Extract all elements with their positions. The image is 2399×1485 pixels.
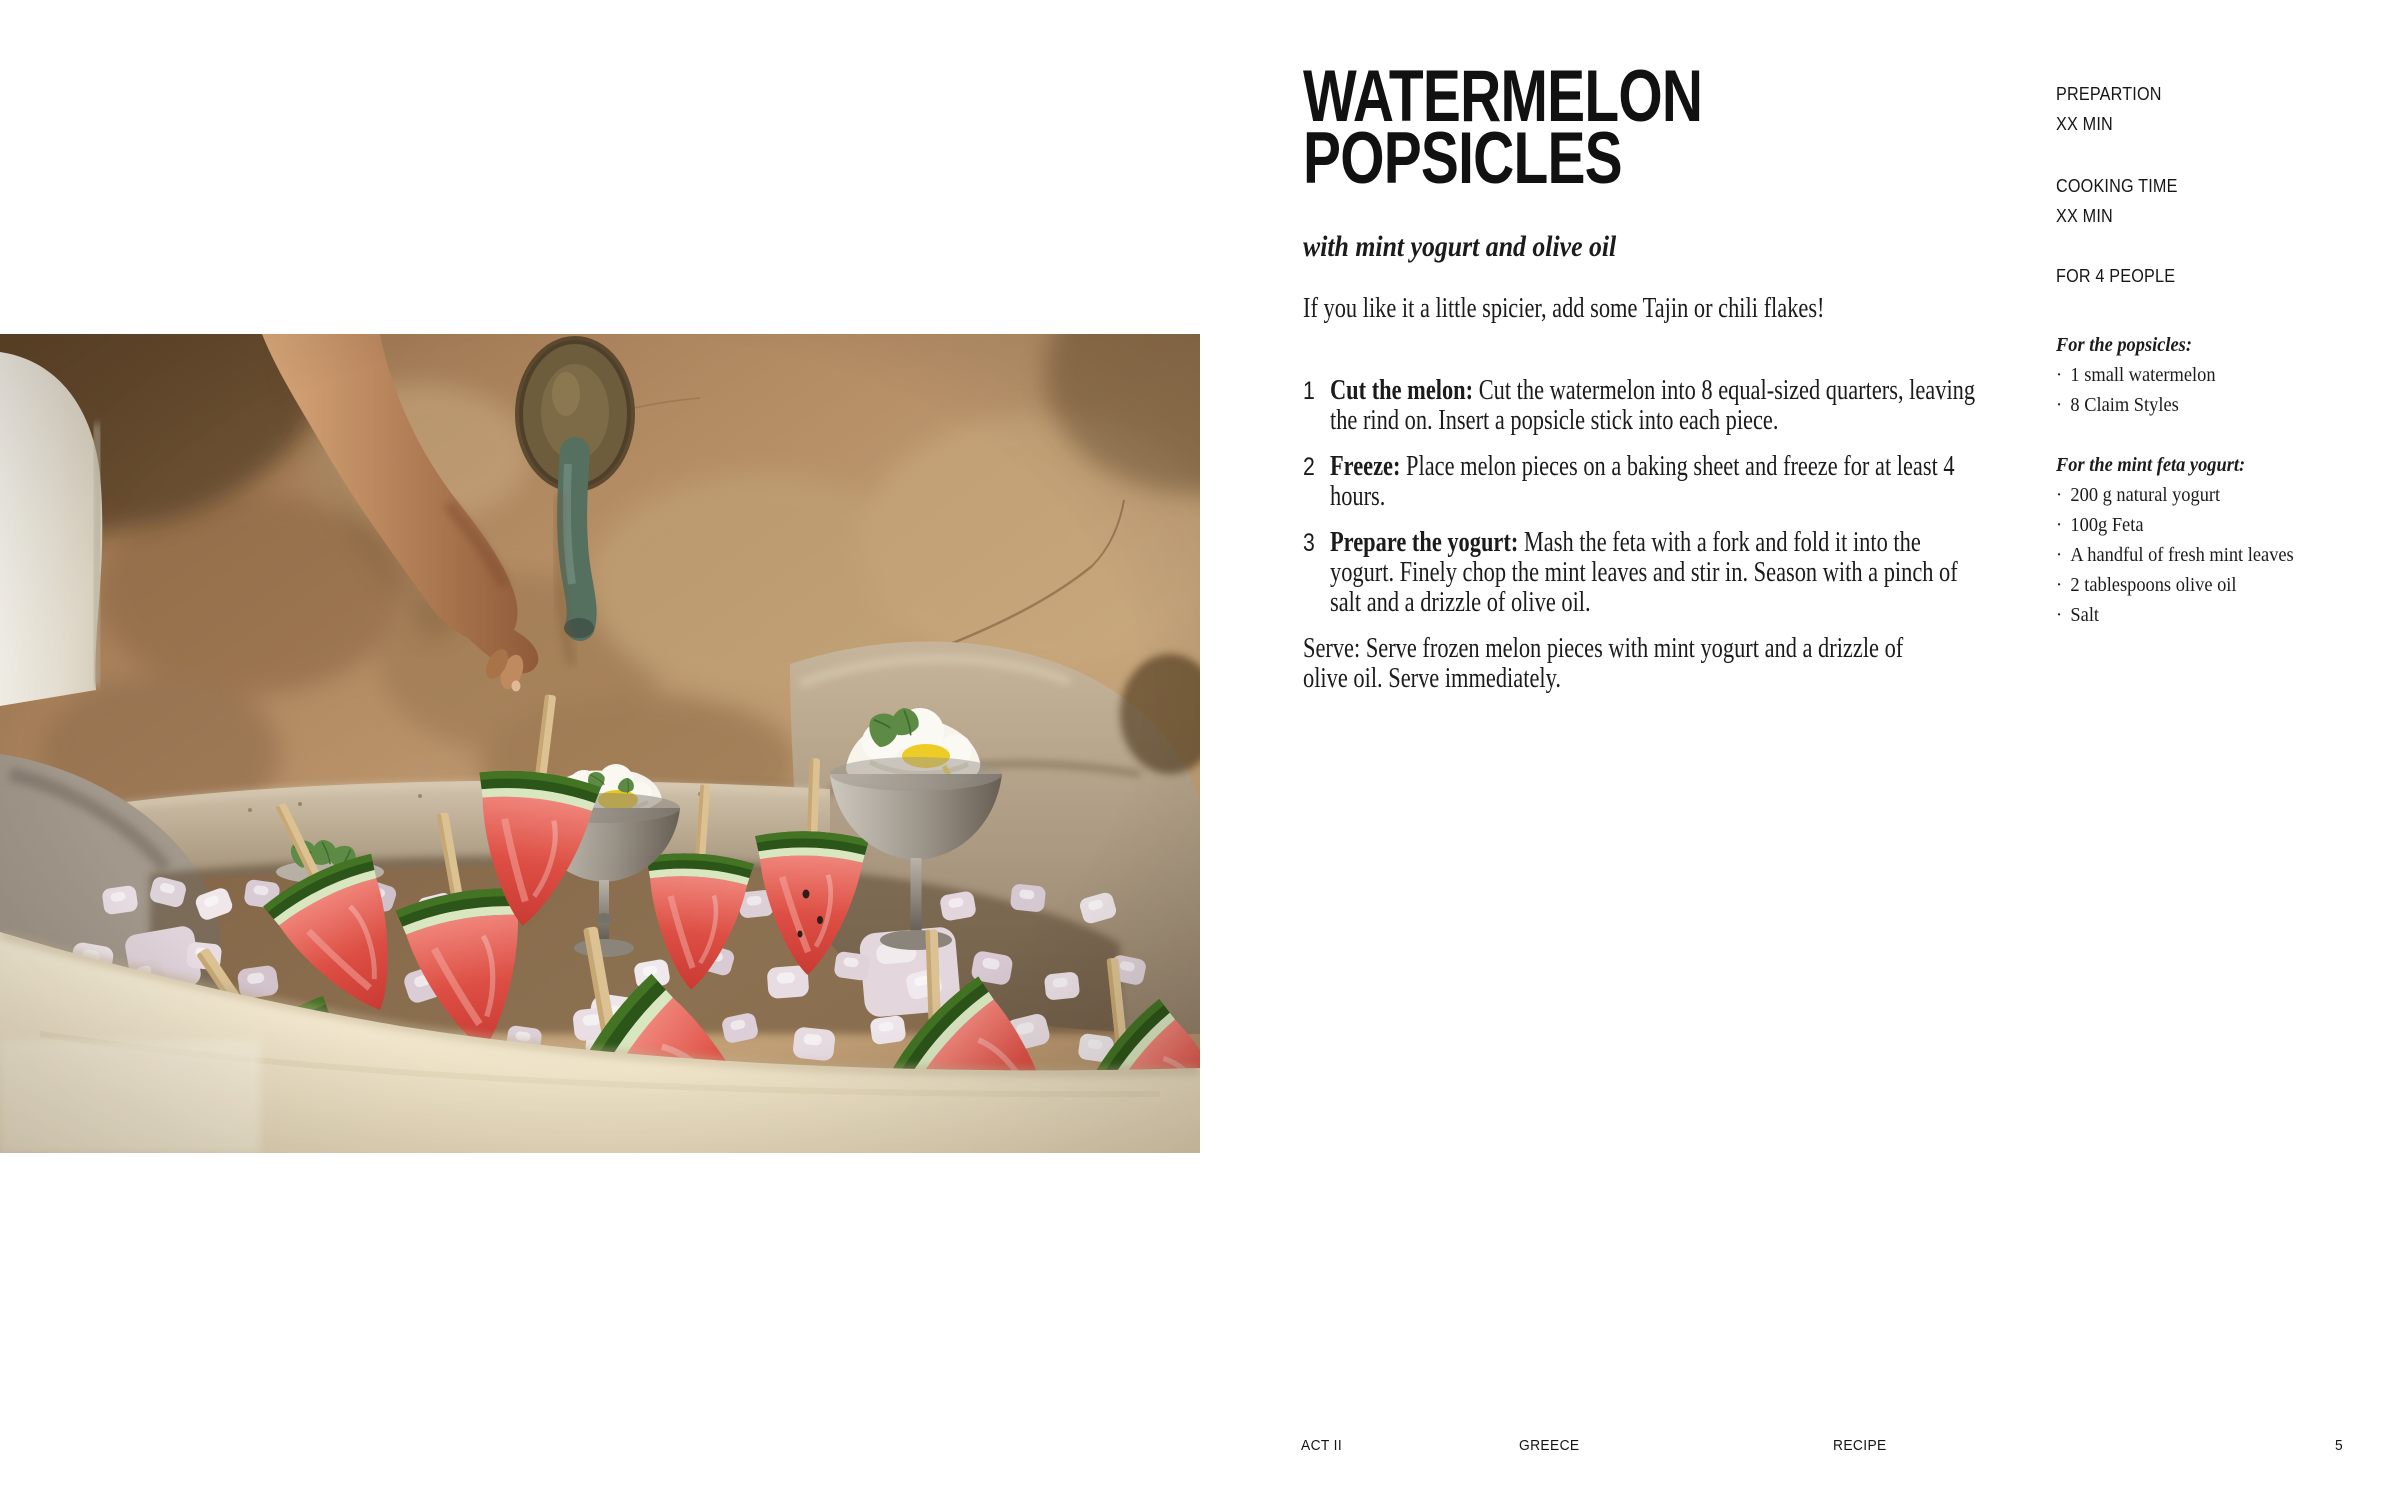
list-item: · 8 Claim Styles — [2056, 390, 2372, 420]
step-text: Prepare the yogurt: Mash the feta with a fork and fold it into the yogurt. Finely chop the mint leaves and stir in. Season with a pinch of salt and a drizzle of olive oil. — [1330, 527, 1958, 618]
serve-paragraph: Serve: Serve frozen melon pieces with mint yogurt and a drizzle of olive oil. Serve immediately. — [1303, 633, 1904, 694]
ingredient-list — [2056, 360, 2399, 420]
bullet: · — [2056, 364, 2063, 386]
list-item: · Salt — [2056, 600, 2372, 630]
cooking-time-value: XX MIN — [2056, 206, 2113, 226]
bullet: · — [2056, 604, 2063, 626]
footer-location: GREECE — [1519, 1437, 1580, 1454]
recipe-photo — [0, 334, 1200, 1153]
bullet: · — [2056, 544, 2063, 566]
prep-time-label: PREPARTION — [2056, 84, 2162, 104]
recipe-meta-sidebar — [2056, 0, 2399, 1200]
footer-act: ACT II — [1301, 1437, 1343, 1454]
page-number: 5 — [2334, 1437, 2343, 1454]
title-line-1: WATERMELON — [1303, 56, 1703, 137]
list-item: · 100g Feta — [2056, 510, 2372, 540]
recipe-intro: If you like it a little spicier, add some Tajin or chili flakes! — [1303, 293, 1825, 324]
cooking-time-label: COOKING TIME — [2056, 176, 2178, 196]
ingredient-group-heading: For the popsicles: — [2056, 334, 2192, 356]
list-item: · A handful of fresh mint leaves — [2056, 540, 2372, 570]
bullet: · — [2056, 394, 2063, 416]
servings-label: FOR 4 PEOPLE — [2056, 266, 2176, 286]
title-line-2: POPSICLES — [1303, 118, 1622, 199]
page-title — [1303, 56, 1703, 199]
step-number: 2 — [1303, 453, 1315, 481]
bullet: · — [2056, 574, 2063, 596]
recipe-subtitle: with mint yogurt and olive oil — [1303, 230, 1617, 263]
ingredient-group-heading: For the mint feta yogurt: — [2056, 454, 2246, 476]
ingredient-group-popsicles — [2056, 330, 2399, 420]
list-item: · 1 small watermelon — [2056, 360, 2372, 390]
photo-vignette — [0, 334, 1200, 1153]
step-number: 1 — [1303, 377, 1315, 405]
prep-time-value: XX MIN — [2056, 114, 2113, 134]
ingredient-group-yogurt — [2056, 450, 2399, 630]
bullet: · — [2056, 514, 2063, 536]
step-text: Cut the melon: Cut the watermelon into 8 equal-sized quarters, leaving the rind on. Insert a popsicle stick into each piece. — [1330, 375, 1976, 436]
watermelon-popsicles-photo — [0, 334, 1200, 1153]
bullet: · — [2056, 484, 2063, 506]
list-item: · 2 tablespoons olive oil — [2056, 570, 2372, 600]
list-item: · 200 g natural yogurt — [2056, 480, 2372, 510]
ingredient-list — [2056, 480, 2399, 630]
footer-section: RECIPE — [1833, 1437, 1887, 1454]
step-text: Freeze: Place melon pieces on a baking sheet and freeze for at least 4 hours. — [1330, 451, 1955, 512]
step-number: 3 — [1303, 529, 1315, 557]
